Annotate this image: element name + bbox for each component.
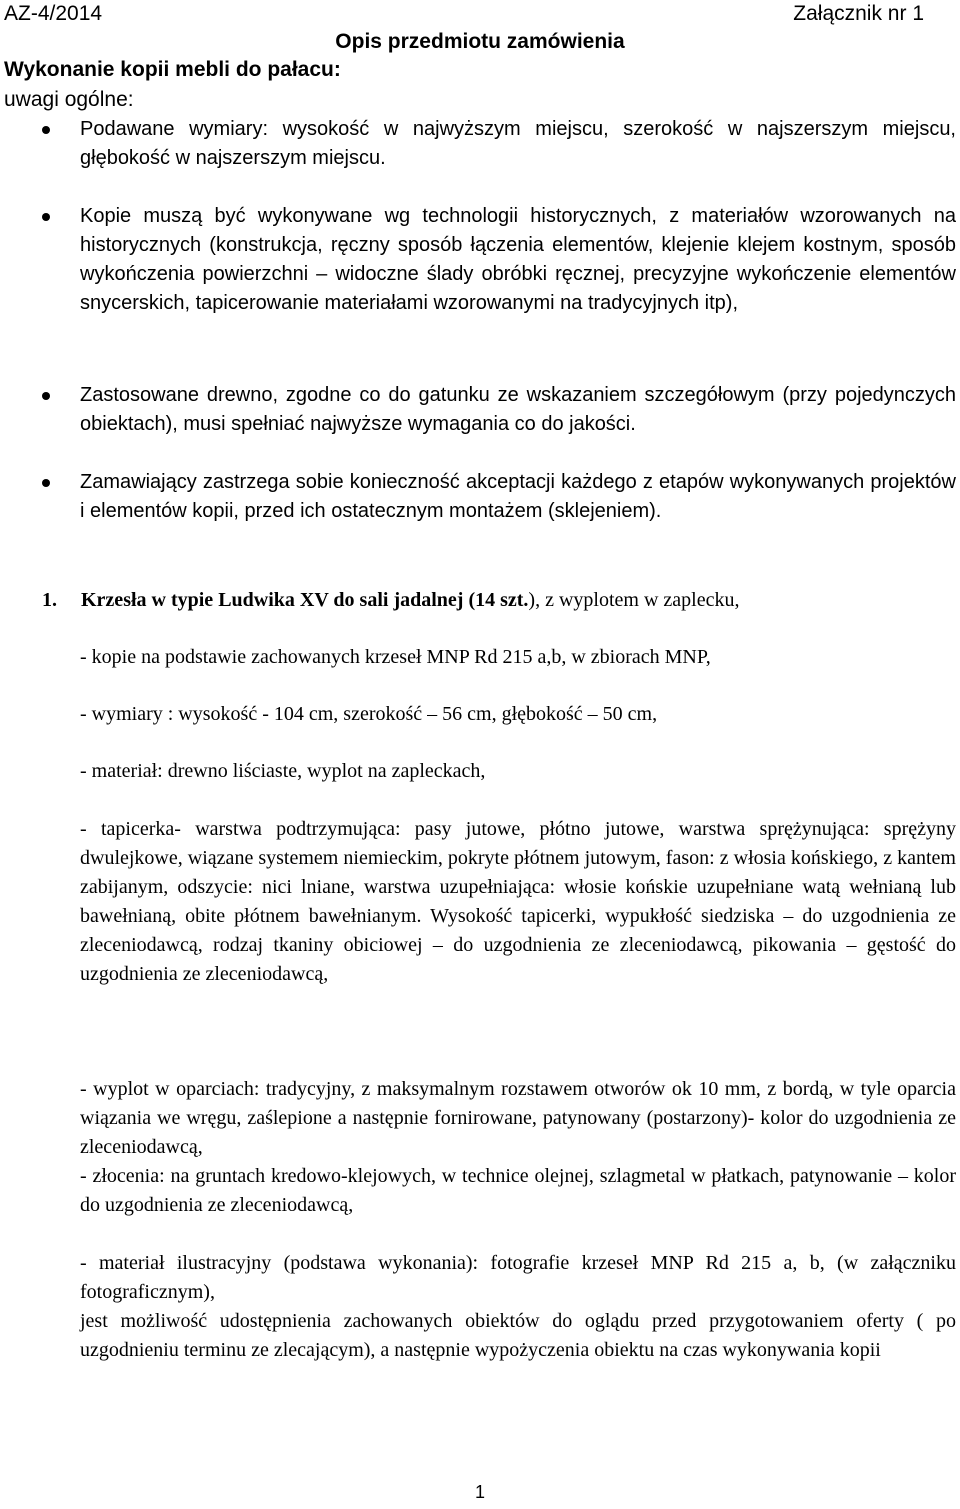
attachment-label: Załącznik nr 1	[793, 2, 924, 25]
bullet-icon	[42, 479, 50, 487]
spec-item: - wymiary : wysokość - 104 cm, szerokość – 56 cm, głębokość – 50 cm,	[80, 703, 658, 725]
spec-item: - materiał: drewno liściaste, wyplot na zapleckach,	[80, 760, 486, 782]
spec-item: jest możliwość udostępnienia zachowanych obiektów do oglądu przed przygotowaniem oferty ( po uzgodnieniu terminu ze zlecającym), a następnie wypożyczenia obiektu na czas wykonywania kopii	[80, 1310, 956, 1361]
page-title: Opis przedmiotu zamówienia	[335, 30, 625, 53]
bullet-icon	[42, 213, 50, 221]
general-notes-label: uwagi ogólne:	[4, 88, 134, 111]
general-note-item: Podawane wymiary: wysokość w najwyższym miejscu, szerokość w najszerszym miejscu, głębokość w najszerszym miejscu.	[80, 118, 956, 169]
bullet-icon	[42, 126, 50, 134]
section-heading	[42, 586, 739, 615]
section-title: Krzesła w typie Ludwika XV do sali jadalnej (14 szt.	[81, 589, 529, 611]
general-note-item: Zamawiający zastrzega sobie konieczność akceptacji każdego z etapów wykonywanych projektów i elementów kopii, przed ich ostatecznym montażem (sklejeniem).	[80, 471, 956, 522]
spec-item: - materiał ilustracyjny (podstawa wykonania): fotografie krzeseł MNP Rd 215 a, b, (w załączniku fotograficznym),	[80, 1252, 956, 1303]
document-reference: AZ-4/2014	[4, 2, 103, 25]
bullet-icon	[42, 392, 50, 400]
spec-item: - kopie na podstawie zachowanych krzeseł MNP Rd 215 a,b, w zbiorach MNP,	[80, 646, 711, 668]
page-subtitle: Wykonanie kopii mebli do pałacu:	[4, 58, 341, 81]
general-note-item: Kopie muszą być wykonywane wg technologii historycznych, z materiałów wzorowanych na historycznych (konstrukcja, ręczny sposób łączenia elementów, klejenie klejem kostnym, sposób wykończenia powierzchni – widoczne ślady obróbki ręcznej, precyzyjne wykończenie elementów snycerskich, tapicerowanie materiałami wzorowanymi na tradycyjnych itp),	[80, 205, 956, 314]
section-number: 1.	[42, 589, 57, 611]
page-number: 1	[474, 1482, 485, 1502]
spec-item: - tapicerka- warstwa podtrzymująca: pasy jutowe, płótno jutowe, warstwa sprężynująca: sprężyny dwulejkowe, wiązane systemem niemieckim, pokryte płótnem jutowym, fason: z włosia końskiego, z kantem zabijanym, odszycie: nici lniane, warstwa uzupełniająca: włosie końskie uzupełniane watą wełnianą lub bawełnianą, obite płótnem bawełnianym. Wysokość tapicerki, wypukłość siedziska – do uzgodnienia ze zleceniodawcą, rodzaj tkaniny obiciowej – do uzgodnienia ze zleceniodawcą, pikowania – gęstość do uzgodnienia ze zleceniodawcą,	[80, 818, 956, 985]
section-title-rest: ), z wyplotem w zaplecku,	[528, 589, 740, 611]
spec-item: - wyplot w oparciach: tradycyjny, z maksymalnym rozstawem otworów ok 10 mm, z bordą, w tyle oparcia wiązania we wręgu, zaślepione a następnie fornirowane, patynowany (postarzony)- kolor do uzgodnienia ze zleceniodawcą,	[80, 1078, 956, 1158]
general-note-item: Zastosowane drewno, zgodne co do gatunku ze wskazaniem szczegółowym (przy pojedynczych obiektach), musi spełniać najwyższe wymagania co do jakości.	[80, 384, 956, 435]
spec-item: - złocenia: na gruntach kredowo-klejowych, w technice olejnej, szlagmetal w płatkach, patynowanie – kolor do uzgodnienia ze zleceniodawcą,	[80, 1165, 956, 1216]
